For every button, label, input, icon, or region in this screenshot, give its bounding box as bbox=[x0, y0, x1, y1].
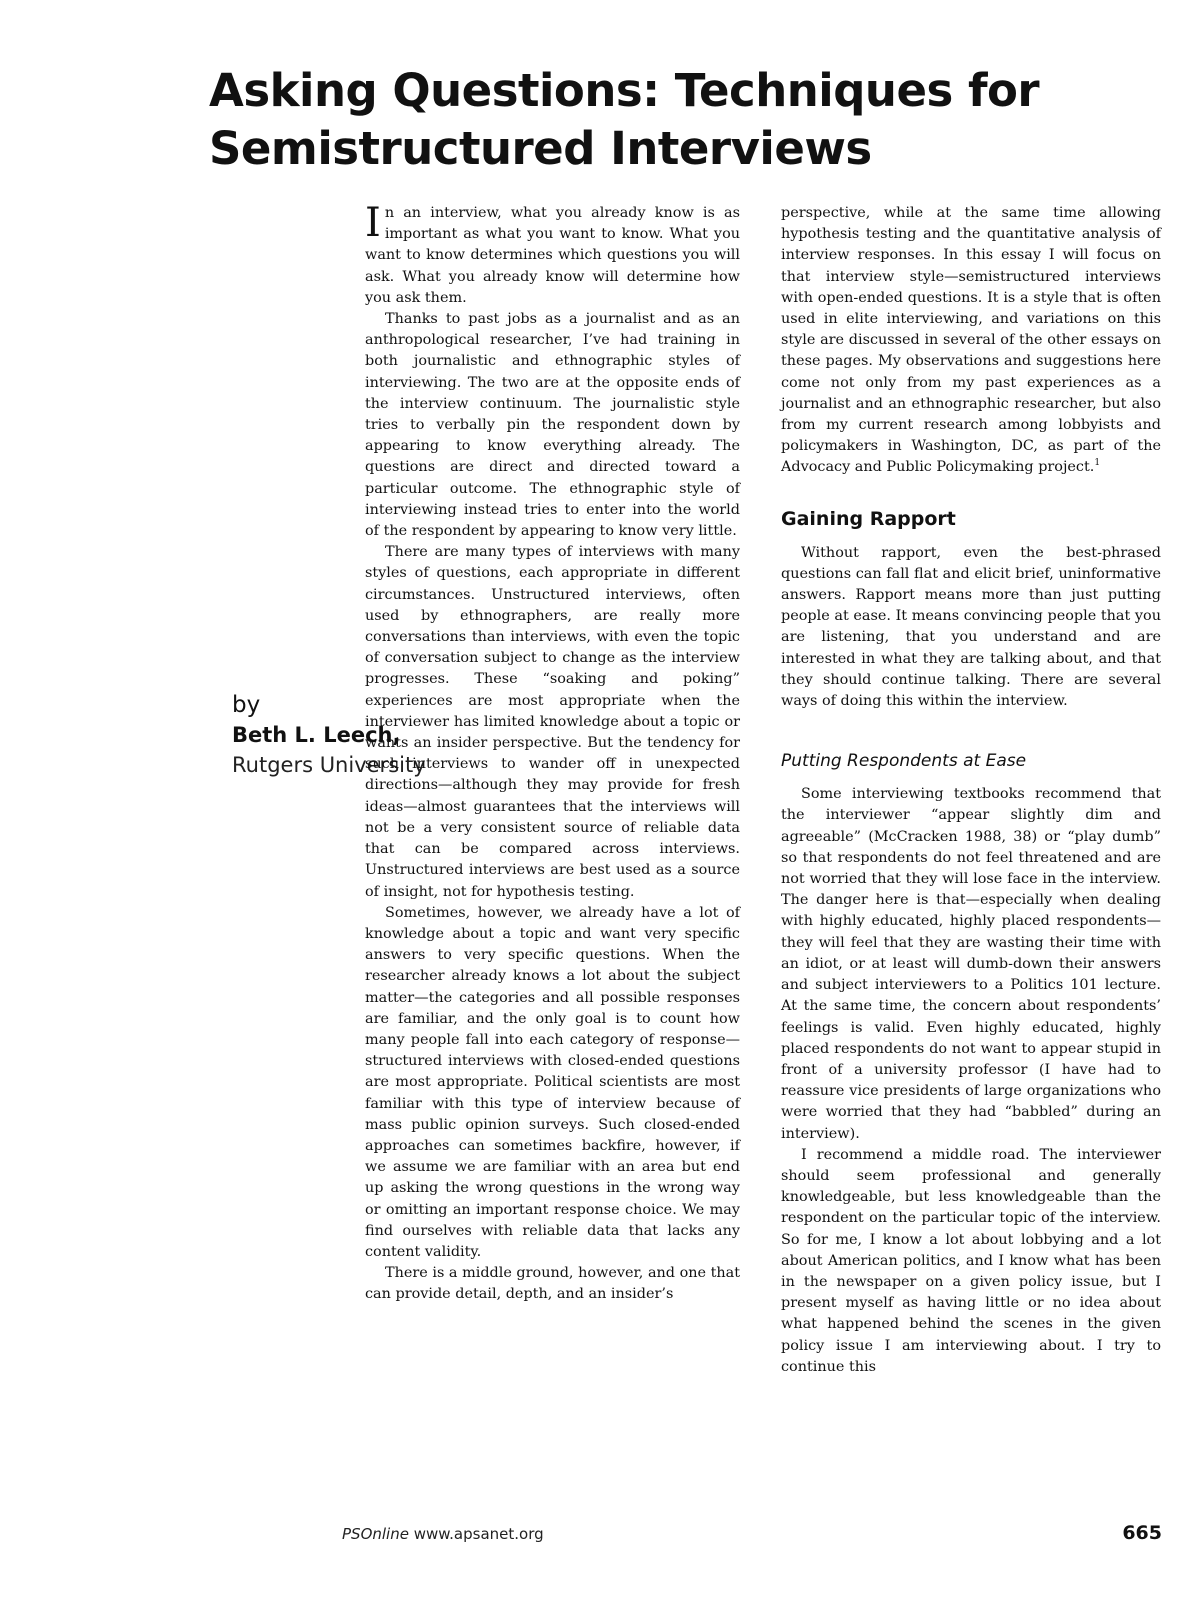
paragraph bbox=[365, 200, 740, 309]
paragraph: Sometimes, however, we already have a lot of knowledge about a topic and want very specific answers to very specific questions. When the researcher already knows a lot about the subject matter—the categories and all possible responses are familiar, and the only goal is to count how many people fall into each category of response—structured interviews with closed-ended questions are most appropriate. Political scientists are most familiar with this type of interview because of mass public opinion surveys. Such closed-ended approaches can sometimes backfire, however, if we assume we are familiar with an area but end up asking the wrong questions in the wrong way or omitting an important response choice. We may find ourselves with reliable data that lacks any content validity. bbox=[365, 904, 740, 1260]
text-column-right bbox=[781, 203, 1161, 1378]
paragraph: There is a middle ground, however, and one that can provide detail, depth, and an insider’s bbox=[365, 1265, 741, 1303]
paragraph: Thanks to past jobs as a journalist and as an anthropological researcher, I’ve had training in both journalistic and ethnographic styles of interviewing. The two are at the opposite ends of the interview continuum. The journalistic style tries to verbally pin the respondent down by appearing to know everything already. The questions are direct and directed toward a particular outcome. The ethnographic style of interviewing instead tries to enter into the world of the respondent by appearing to know very little. bbox=[365, 311, 740, 540]
author-name: Beth L. Leech, bbox=[232, 723, 401, 747]
footer-source bbox=[342, 1525, 544, 1543]
paragraph bbox=[781, 203, 1161, 479]
paragraph: Without rapport, even the best-phrased questions can fall flat and elicit brief, uninformative answers. Rapport means more than just putting people at ease. It means convincing people that you are listening, that you understand and are interested in what they are talking about, and that they should continue talking. There are several ways of doing this within the interview. bbox=[781, 544, 1161, 710]
subsection-heading: Putting Respondents at Ease bbox=[781, 751, 1027, 772]
paragraph: Some interviewing textbooks recommend that the interviewer “appear slightly dim and agreeable” (McCracken 1988, 38) or “play dumb” so that respondents do not feel threatened and are not worried that they will lose face in the interview. The danger here is that—especially when dealing with highly educated, highly placed respondents—they will feel that they are wasting their time with an idiot, or at least will dumb-down their answers and subject interviewers to a Politics 101 lecture. At the same time, the concern about respondents’ feelings is valid. Even highly educated, highly placed respondents do not want to appear stupid in front of a university professor (I have had to reassure vice presidents of large organizations who were worried that they had “babbled” during an interview). bbox=[781, 786, 1161, 1142]
footnote-marker[interactable]: 1 bbox=[1094, 458, 1101, 469]
author-by: by bbox=[232, 692, 261, 718]
journal-url[interactable]: www.apsanet.org bbox=[413, 1525, 544, 1543]
paragraph-text: perspective, while at the same time allowing hypothesis testing and the quantitative analysis of interview responses. In this essay I will focus on that interview style—semistructured interviews with open-ended questions. It is a style that is often used in elite interviewing, and variations on this style are discussed in several of the other essays on these pages. My observations and suggestions here come not only from my past experiences as a journalist and an ethnographic researcher, but also from my current research among lobbyists and policymakers in Washington, DC, as part of the Advocacy and Public Policymaking project. bbox=[781, 205, 1161, 476]
paragraph-text: n an interview, what you already know is as important as what you want to know. What you want to know determines which questions you will ask. What you already know will determine how you ask them. bbox=[365, 205, 740, 306]
paragraph: There are many types of interviews with many styles of questions, each appropriate in different circumstances. Unstructured interviews, often used by ethnographers, are really more conversations than interviews, with even the topic of conversation subject to change as the interview progresses. These “soaking and poking” experiences are most appropriate when the interviewer has limited knowledge about a topic or wants an insider perspective. But the tendency for such interviews to wander off in unexpected directions—although they may provide for fresh ideas—almost guarantees that the interviews will not be a very consistent source of reliable data that can be compared across interviews. Unstructured interviews are best used as a source of insight, not for hypothesis testing. bbox=[365, 544, 740, 900]
paragraph: I recommend a middle road. The interviewer should seem professional and generally knowledgeable, but less knowledgeable than the respondent on the particular topic of the interview. So for me, I know a lot about lobbying and a lot about American politics, and I know what has been in the newspaper on a given policy issue, but I present myself as having little or no idea about what happened behind the scenes in the given policy issue I am interviewing about. I try to continue this bbox=[781, 1146, 1161, 1375]
drop-cap: I bbox=[365, 200, 381, 246]
author-affiliation: Rutgers University bbox=[232, 753, 426, 777]
page-number: 665 bbox=[1122, 1522, 1162, 1544]
text-column-left bbox=[365, 200, 741, 1306]
journal-name: PSOnline bbox=[342, 1525, 409, 1543]
section-heading: Gaining Rapport bbox=[781, 507, 956, 530]
article-title: Asking Questions: Techniques for Semistructured Interviews bbox=[209, 64, 1040, 175]
